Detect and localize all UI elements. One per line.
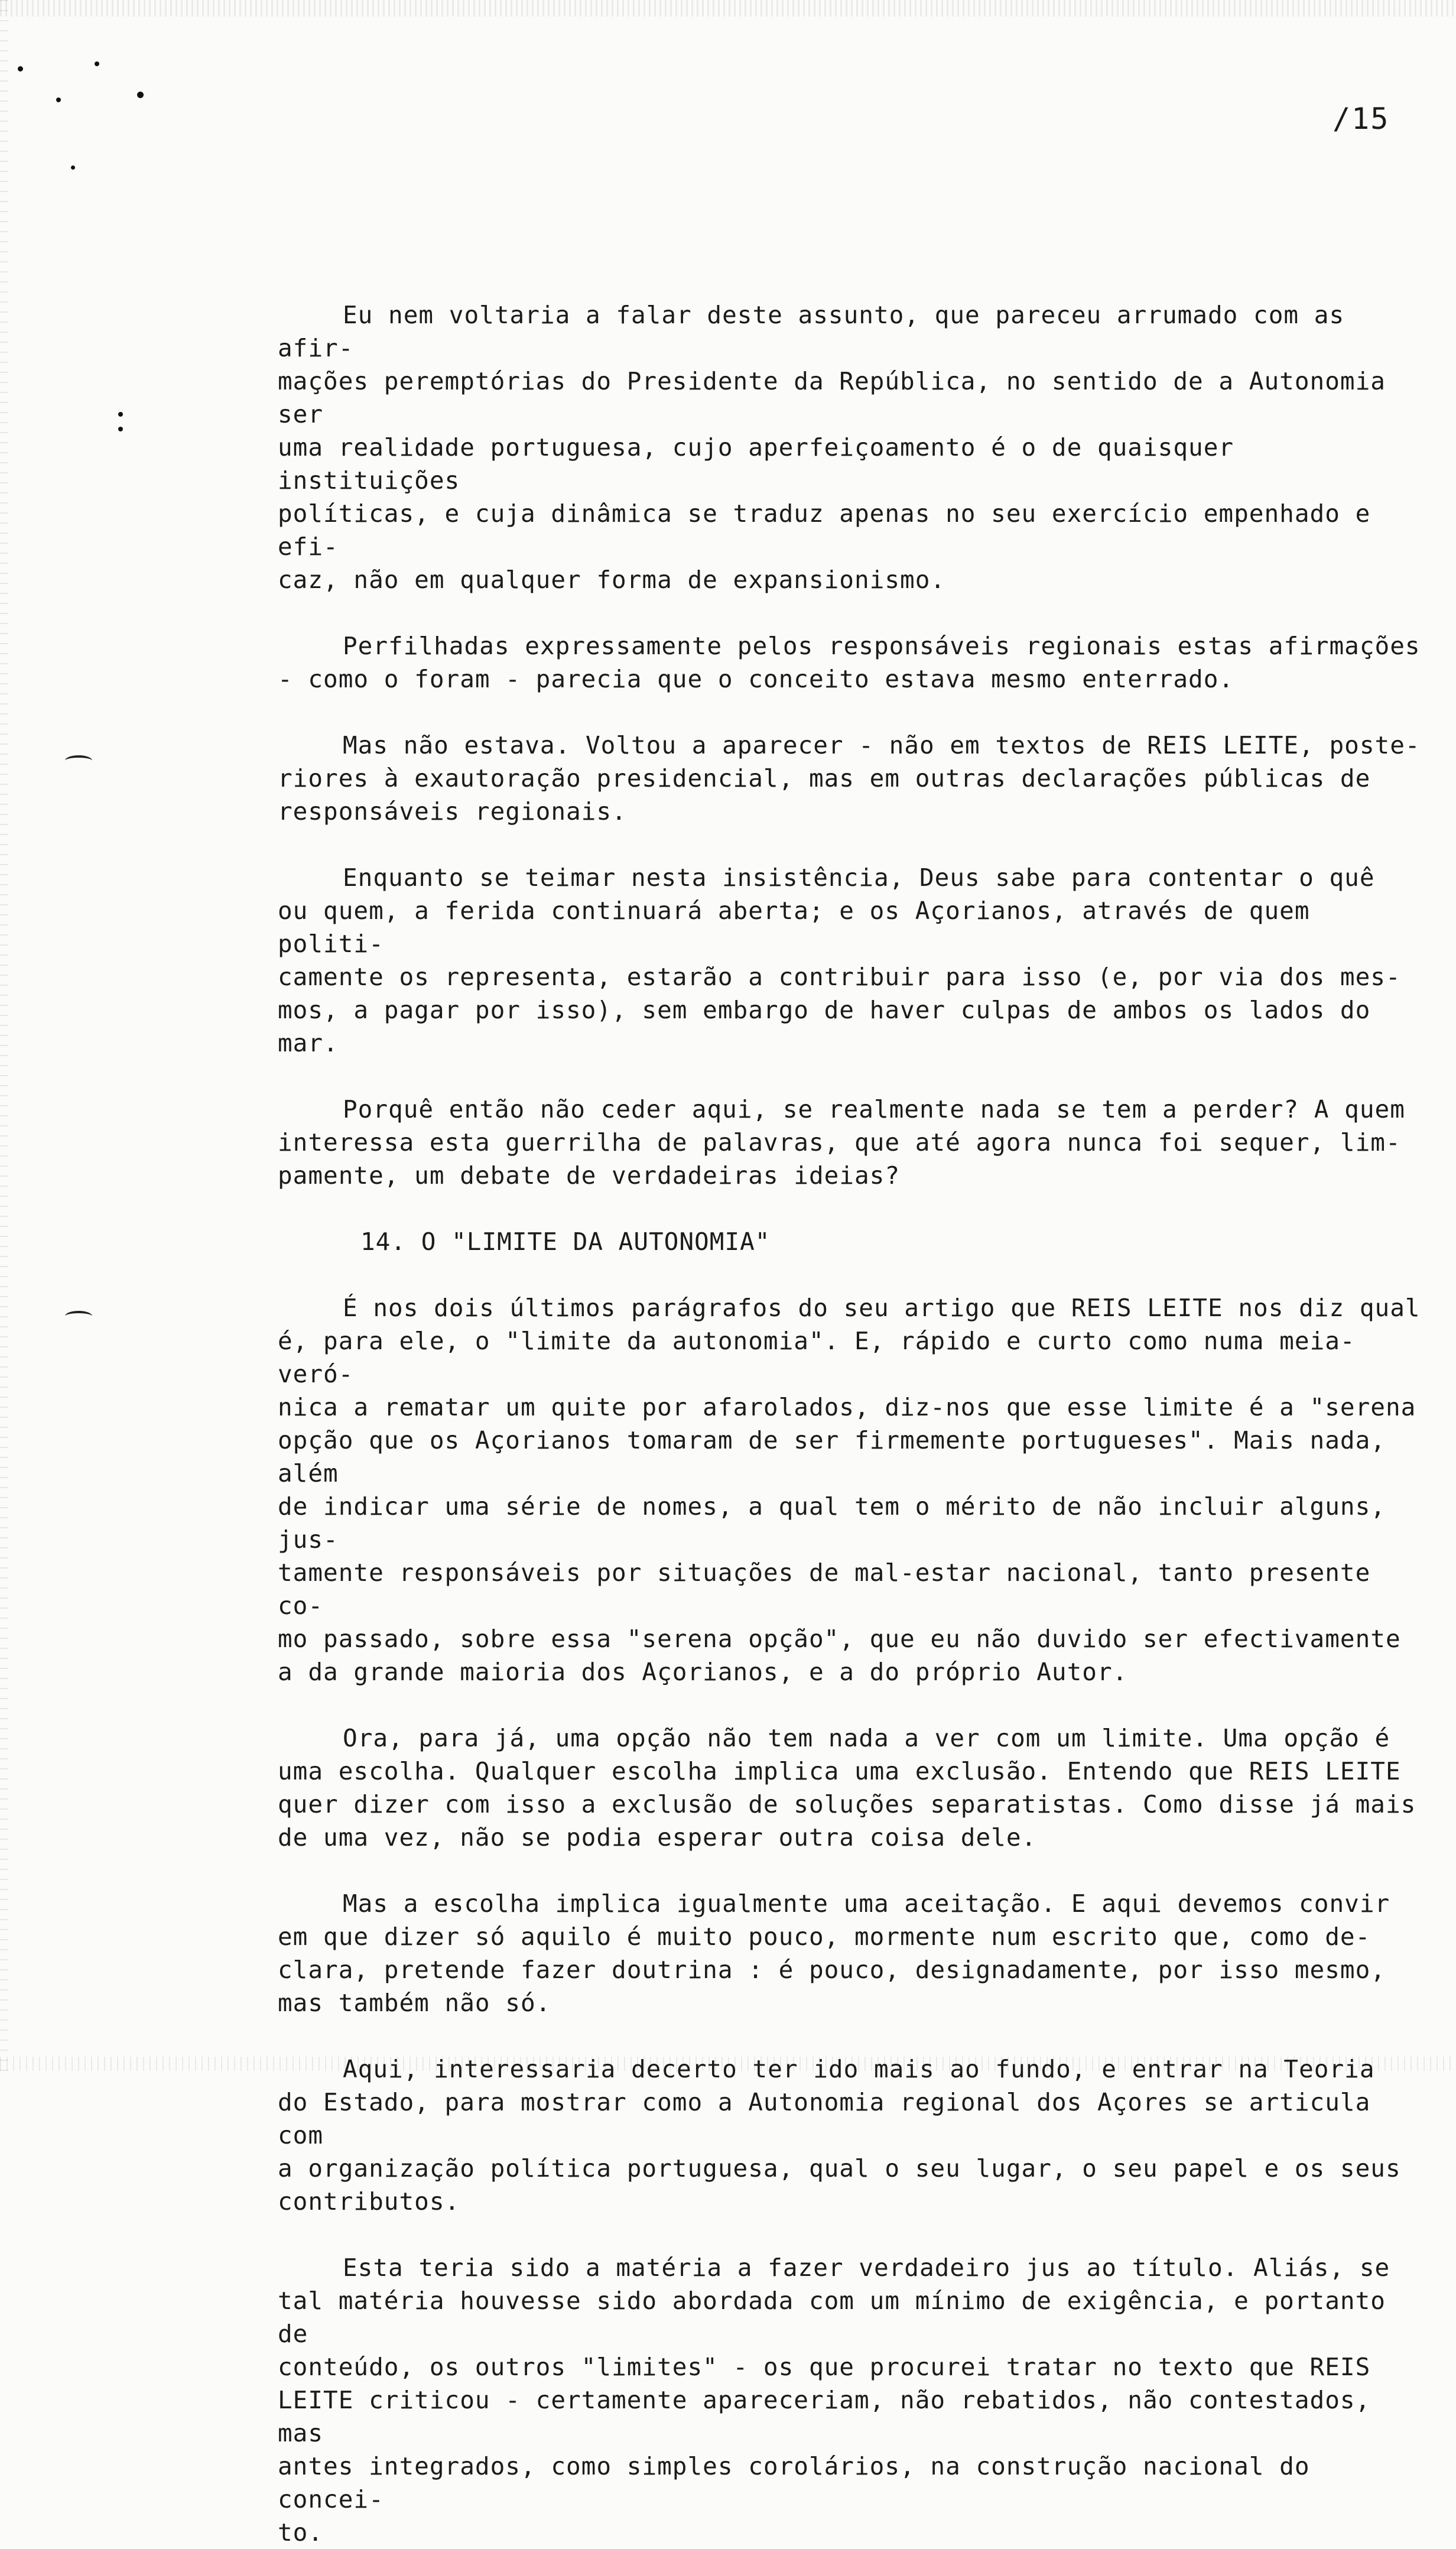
- paragraph-2: Perfilhadas expressamente pelos responsáveis regionais estas afirmações - como o foram - parecia que o conceito estava mesmo enterrado.: [278, 632, 1421, 693]
- paragraph-4: Enquanto se teimar nesta insistência, Deus sabe para contentar o quê ou quem, a ferida continuará aberta; e os Açorianos, através de quem politi- camente os representa, estarão a contribuir para isso (e, por via dos mes- mos, a pagar por isso), sem embargo de haver culpas de ambos os lados do mar.: [278, 863, 1401, 1057]
- section-paragraph-4: Aqui, interessaria decerto ter ido mais ao fundo, e entrar na Teoria do Estado, para mostrar como a Autonomia regional dos Açores se articula com a organização política portuguesa, qual o seu lugar, o seu papel e os seus contributos.: [278, 2055, 1401, 2216]
- scan-speck: [56, 98, 61, 102]
- scan-speck: [95, 61, 99, 66]
- scan-speck: [118, 412, 123, 417]
- punch-hole-mark: [65, 755, 92, 766]
- scan-edge-left: [0, 0, 8, 2071]
- section-heading: 14. O "LIMITE DA AUTONOMIA": [360, 1228, 771, 1256]
- paragraph-1: Eu nem voltaria a falar deste assunto, que pareceu arrumado com as afir- mações peremptórias do Presidente da República, no sentido de a Autonomia ser uma realidade portuguesa, cujo aperfeiçoamento é o de quaisquer instituições políticas, e cuja dinâmica se traduz apenas no seu exercício empenhado e efi- caz, não em qualquer forma de expansionismo.: [278, 301, 1386, 594]
- section-paragraph-2: Ora, para já, uma opção não tem nada a ver com um limite. Uma opção é uma escolha. Qualquer escolha implica uma exclusão. Entendo que REIS LEITE quer dizer com isso a exclusão de soluções separatistas. Como disse já mais de uma vez, não se podia esperar outra coisa dele.: [278, 1724, 1416, 1852]
- section-paragraph-3: Mas a escolha implica igualmente uma aceitação. E aqui devemos convir em que dizer só aquilo é muito pouco, mormente num escrito que, como de- clara, pretende fazer doutrina : é pouco, designadamente, por isso mesmo, mas também não só.: [278, 1889, 1390, 2017]
- paragraph-3: Mas não estava. Voltou a aparecer - não em textos de REIS LEITE, poste- riores à exautoração presidencial, mas em outras declarações públicas de responsáveis regionais.: [278, 731, 1421, 826]
- paragraph-5: Porquê então não ceder aqui, se realmente nada se tem a perder? A quem interessa esta guerrilha de palavras, que até agora nunca foi sequer, lim- pamente, um debate de verdadeiras ideias?: [278, 1095, 1405, 1190]
- section-paragraph-5: Esta teria sido a matéria a fazer verdadeiro jus ao título. Aliás, se tal matéria houvesse sido abordada com um mínimo de exigência, e portanto de conteúdo, os outros "limites" - os que procurei tratar no texto que REIS LEITE criticou - certamente apareceriam, não rebatidos, não contestados, mas antes integrados, como simples corolários, na construção nacional do concei- to.: [278, 2253, 1390, 2547]
- section-paragraph-1: É nos dois últimos parágrafos do seu artigo que REIS LEITE nos diz qual é, para ele, o "limite da autonomia". E, rápido e curto como numa meia-veró- nica a rematar um quite por afarolados, diz-nos que esse limite é a "serena opção que os Açorianos tomaram de ser firmemente portugueses". Mais nada, além de indicar uma série de nomes, a qual tem o mérito de não incluir alguns, jus- tamente responsáveis por situações de mal-estar nacional, tanto presente co- mo passado, sobre essa "serena opção", que eu não duvido ser efectivamente a da grande maioria dos Açorianos, e a do próprio Autor.: [278, 1294, 1421, 1686]
- scan-speck: [137, 92, 144, 98]
- scan-edge-top: [0, 0, 1456, 17]
- page-number: /15: [1332, 102, 1390, 136]
- document-body: [278, 298, 1430, 2549]
- scan-speck: [18, 66, 23, 72]
- scan-speck: [118, 427, 123, 431]
- punch-hole-mark: [65, 1311, 92, 1321]
- scan-speck: [71, 165, 75, 170]
